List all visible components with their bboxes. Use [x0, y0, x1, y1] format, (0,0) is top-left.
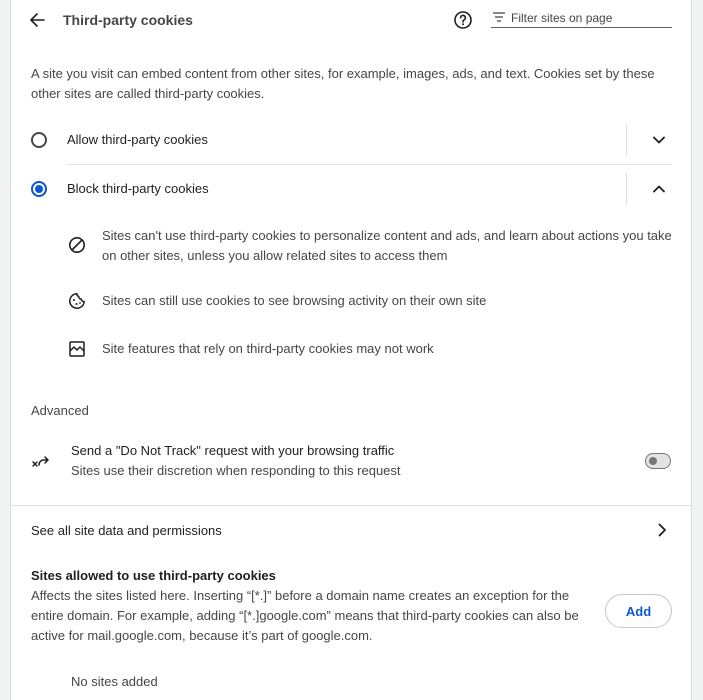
allow-radio[interactable] — [31, 132, 47, 148]
see-all-label: See all site data and permissions — [31, 523, 222, 538]
do-not-track-row[interactable] — [11, 440, 691, 484]
page-title: Third-party cookies — [63, 12, 193, 28]
block-third-party-option[interactable] — [11, 165, 672, 213]
broken-image-icon — [68, 340, 86, 358]
add-site-button[interactable]: Add — [605, 594, 672, 628]
do-not-track-subtitle: Sites use their discretion when responding to this request — [71, 463, 401, 478]
cookies-description: A site you visit can embed content from other sites, for example, images, ads, and text. Cookies set by these other sites are called third-party cookies. — [31, 66, 655, 101]
page-header — [11, 0, 691, 40]
filter-input[interactable] — [511, 9, 669, 27]
block-radio[interactable] — [31, 181, 47, 197]
allowed-sites-heading: Sites allowed to use third-party cookies — [31, 568, 276, 583]
see-all-site-data-row[interactable] — [11, 510, 691, 550]
arrow-back-icon — [29, 12, 45, 28]
block-label: Block third-party cookies — [67, 181, 209, 196]
toggle-knob — [649, 457, 657, 465]
do-not-track-icon — [31, 452, 51, 472]
do-not-track-toggle[interactable] — [645, 453, 671, 469]
chevron-right-icon — [654, 522, 670, 538]
cookie-icon — [68, 292, 86, 310]
block-detail-text: Sites can't use third-party cookies to personalize content and ads, and learn about actions you take on other sites, unless you allow related sites to access them — [102, 228, 672, 263]
allowed-sites-description: Affects the sites listed here. Inserting “[*.]” before a domain name creates an exception for the entire domain. For example, adding “[*.]google.com” means that third-party cookies can also be active for mail.google.com, because it’s part of google.com. — [31, 588, 579, 643]
block-detail-text: Sites can still use cookies to see browsing activity on their own site — [102, 293, 487, 308]
no-sites-message: No sites added — [71, 674, 158, 689]
filter-field[interactable] — [491, 8, 672, 28]
block-collapse-button[interactable] — [649, 179, 669, 199]
separator — [626, 173, 627, 205]
allow-expand-button[interactable] — [649, 130, 669, 150]
settings-card — [10, 0, 692, 700]
back-button[interactable] — [25, 8, 49, 32]
separator — [626, 124, 627, 156]
do-not-track-title: Send a "Do Not Track" request with your browsing traffic — [71, 443, 395, 458]
chevron-up-icon — [653, 185, 665, 193]
help-icon[interactable] — [453, 10, 473, 30]
advanced-heading: Advanced — [31, 403, 89, 418]
allow-label: Allow third-party cookies — [67, 132, 208, 147]
block-icon — [68, 236, 86, 254]
block-detail-text: Site features that rely on third-party cookies may not work — [102, 341, 434, 356]
chevron-down-icon — [653, 136, 665, 144]
filter-icon — [493, 12, 505, 22]
allow-third-party-option[interactable] — [11, 116, 672, 164]
section-divider — [11, 505, 691, 506]
